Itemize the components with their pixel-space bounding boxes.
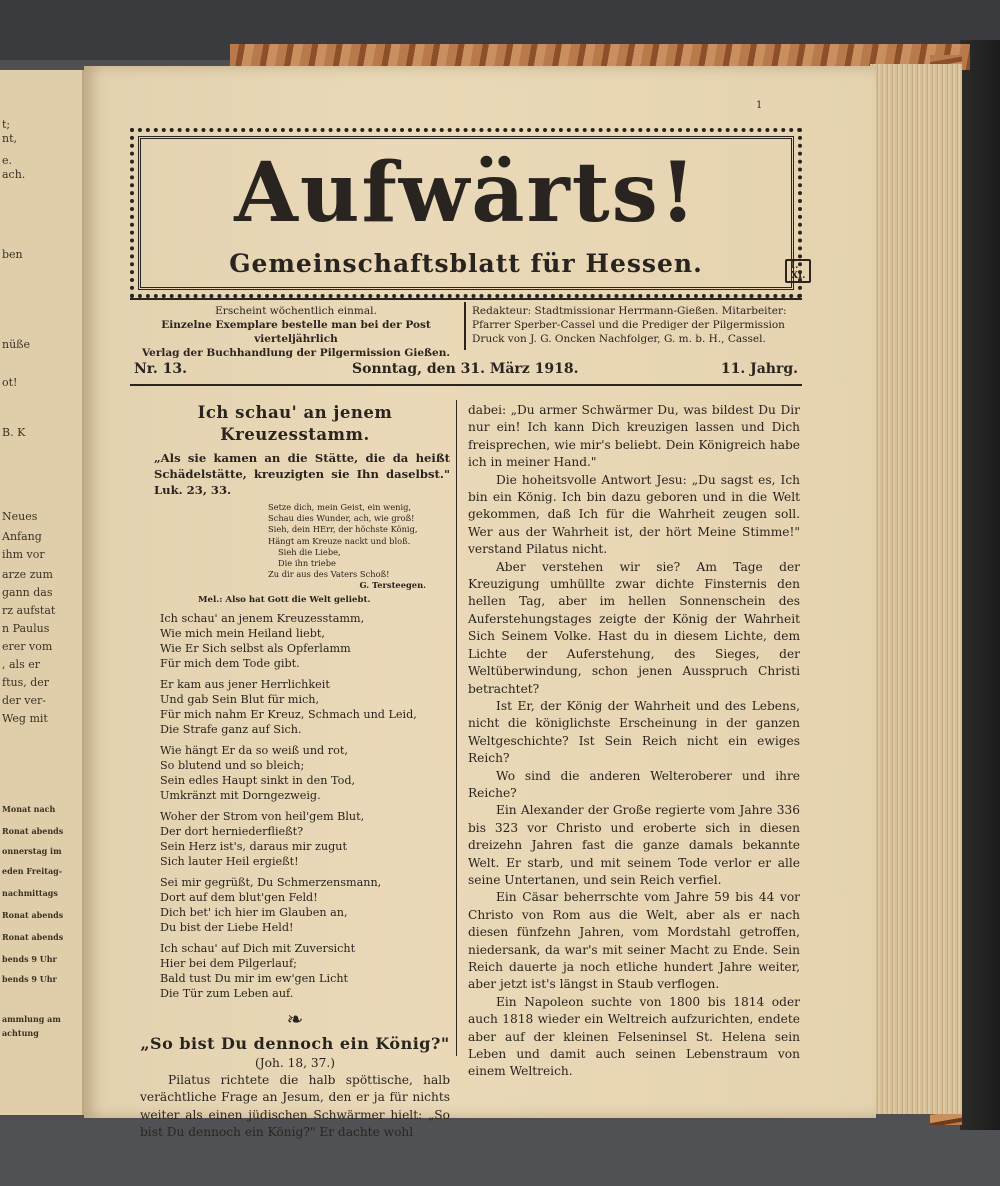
stanza-line: Sein Herz ist's, daraus mir zugut	[160, 839, 347, 853]
left-page-fragment: Ronat abends	[2, 826, 64, 836]
stanza-line: Ich schau' an jenem Kreuzesstamm,	[160, 611, 365, 625]
info-line: Druck von J. G. Oncken Nachfolger, G. m. b. H., Cassel.	[472, 333, 766, 345]
stanza-line: Er kam aus jener Herrlichkeit	[160, 677, 330, 691]
left-page-fragment: Weg mit	[2, 712, 48, 725]
motto-line: Zu dir aus des Vaters Schoß!	[268, 569, 390, 580]
article2-paragraph: Pilatus richtete die halb spöttische, halb verächtliche Frage an Jesum, den er ja für nichts weiter als einen jüdischen Schwärmer hielt: „So bist Du dennoch ein König?" Er dachte wohl	[140, 1073, 450, 1140]
stanza-line: Umkränzt mit Dorngezweig.	[160, 788, 321, 802]
motto-line: Hängt am Kreuze nackt und bloß.	[268, 535, 411, 546]
stanza-line: Die Tür zum Leben auf.	[160, 986, 294, 1000]
left-page-fragment: bends 9 Uhr	[2, 974, 57, 984]
motto-line: Schau dies Wunder, ach, wie groß!	[268, 513, 415, 524]
stanza-line: Der dort herniederfließt?	[160, 824, 304, 838]
stanza-line: So blutend und so bleich;	[160, 758, 305, 772]
right-column	[468, 402, 800, 1081]
newspaper-title: Aufwärts!	[234, 145, 698, 241]
article2-paragraph: Aber verstehen wir sie? Am Tage der Kreuzigung umhüllte zwar dichte Finsternis den hellen Tag, aber im hellen Sonnenschein des Auferstehungstages zeigte der König der Wahrheit Sich Seinem Volke. Hast du in diesem Lichte, dem Lichte der Auferstehung, des Sieges, der Weltüberwindung, schon jenen Ausspruch Christi betrachtet?	[468, 559, 800, 696]
info-line: Einzelne Exemplare bestelle man bei der Post vierteljährlich	[161, 319, 431, 345]
info-divider	[464, 302, 466, 350]
stanza-line: Sein edles Haupt sinkt in den Tod,	[160, 773, 356, 787]
left-page-fragment: Ronat abends	[2, 932, 64, 942]
article2-paragraph: Ist Er, der König der Wahrheit und des Lebens, nicht die königlichste Erscheinung in der ganzen Weltgeschichte? Ist Sein Reich nicht ein ewiges Reich?	[468, 698, 800, 766]
scripture-reference: (Joh. 18, 37.)	[255, 1055, 335, 1070]
hymn-stanza	[160, 941, 450, 1001]
stanza-line: Für mich dem Tode gibt.	[160, 656, 300, 670]
article2-paragraph: Wo sind die anderen Welteroberer und ihre Reiche?	[468, 768, 800, 800]
left-page-fragment: eden Freitag-	[2, 866, 63, 876]
book-spine	[960, 40, 1000, 1130]
left-page-fragment: Anfang	[2, 530, 42, 543]
motto-author: G. Tersteegen.	[359, 580, 426, 591]
ornament-icon: ❧	[286, 1006, 304, 1031]
left-page-fragment: achtung	[2, 1028, 39, 1038]
motto-line: Die ihn triebe	[278, 558, 336, 569]
stanza-line: Und gab Sein Blut für mich,	[160, 692, 320, 706]
left-page-fragment: Ronat abends	[2, 910, 64, 920]
hymn-stanza	[160, 743, 450, 803]
publication-info	[130, 298, 802, 359]
stanza-line: Woher der Strom von heil'gem Blut,	[160, 809, 365, 823]
info-line: Redakteur: Stadtmissionar Herrmann-Gießen. Mitarbeiter:	[472, 305, 787, 317]
page-edges	[870, 64, 962, 1114]
epigraph: „Als sie kamen an die Stätte, die da heißt Schädelstätte, kreuzigten sie Ihn daselbst." Luk. 23, 33.	[154, 451, 450, 497]
article2-paragraph: Ein Cäsar beherrschte vom Jahre 59 bis 44 vor Christo von Rom aus die Welt, aber als er nach diesen fünfzehn Jahren, vom Mordstahl getroffen, niedersank, da war's mit seiner Macht zu Ende. Sein Reich dauerte ja noch etliche hundert Jahre weiter, aber jetzt ist's längst in Staub verflogen.	[468, 890, 800, 992]
left-page-fragment: Monat nach	[2, 804, 56, 814]
left-page-fragment: gann das	[2, 586, 53, 599]
motto	[268, 502, 450, 580]
issue-date: Sonntag, den 31. März 1918.	[352, 361, 579, 377]
masthead	[130, 128, 806, 298]
masthead-frame	[138, 136, 806, 290]
left-page-fragment: e.	[2, 154, 13, 167]
stanza-line: Die Strafe ganz auf Sich.	[160, 722, 302, 736]
hymn-stanza	[160, 611, 450, 671]
left-page-fragment: der ver-	[2, 694, 47, 707]
left-page-fragment: rz aufstat	[2, 604, 56, 617]
page-mark: 1	[756, 100, 763, 111]
stanza-line: Hier bei dem Pilgerlauf;	[160, 956, 297, 970]
left-page-fragment: , als er	[2, 658, 40, 671]
left-page-fragment: t;	[2, 118, 11, 131]
left-page-fragment: bends 9 Uhr	[2, 954, 57, 964]
left-page-fragment: ftus, der	[2, 676, 50, 689]
newspaper-subtitle: Gemeinschaftsblatt für Hessen.	[229, 249, 703, 278]
stanza-line: Wie Er Sich selbst als Opferlamm	[160, 641, 351, 655]
article2-paragraph: Die hoheitsvolle Antwort Jesu: „Du sagst es, Ich bin ein König. Ich bin dazu geboren und in die Welt gekommen, daß Ich für die Wahrheit zeugen soll. Wer aus der Wahrheit ist, der hört Meine Stimme!" verstand Pilatus nicht.	[468, 472, 800, 557]
hymn-stanza	[160, 875, 450, 935]
left-page-fragment: n Paulus	[2, 622, 50, 635]
motto-line: Sieh, dein HErr, der höchste König,	[268, 524, 418, 535]
newspaper-page	[84, 66, 876, 1140]
issue-bar	[130, 356, 802, 386]
stanza-line: Wie hängt Er da so weiß und rot,	[160, 743, 348, 757]
column-divider	[456, 400, 457, 1056]
left-page-fragment: ben	[2, 248, 23, 261]
motto-line: Sieh die Liebe,	[278, 546, 341, 557]
stanza-line: Dort auf dem blut'gen Feld!	[160, 890, 318, 904]
melody-line: Mel.: Also hat Gott die Welt geliebt.	[198, 594, 371, 605]
article2-paragraph: dabei: „Du armer Schwärmer Du, was bildest Du Dir nur ein! Ich kann Dich kreuzigen lassen und Dich freisprechen, wie mir's beliebt. Dein Königreich habe ich in meiner Hand."	[468, 403, 800, 470]
subscription-info	[130, 304, 462, 360]
left-page-fragment: B. K	[2, 426, 26, 439]
stanza-line: Bald tust Du mir im ew'gen Licht	[160, 971, 349, 985]
stanza-line: Dich bet' ich hier im Glauben an,	[160, 905, 348, 919]
left-page-fragment: ammlung am	[2, 1014, 61, 1024]
hymn-stanza	[160, 809, 450, 869]
hymn-stanzas	[140, 611, 450, 1001]
left-page-fragment: arze zum	[2, 568, 53, 581]
stanza-line: Du bist der Liebe Held!	[160, 920, 294, 934]
article-heading: Ich schau' an jenem Kreuzesstamm.	[197, 403, 393, 444]
stanza-line: Für mich nahm Er Kreuz, Schmach und Leid,	[160, 707, 417, 721]
left-page-fragment: ihm vor	[2, 548, 45, 561]
left-page-fragment: ot!	[2, 376, 18, 389]
stanza-line: Wie mich mein Heiland liebt,	[160, 626, 325, 640]
motto-line: Setze dich, mein Geist, ein wenig,	[268, 502, 412, 512]
article2-paragraph: Ein Napoleon suchte von 1800 bis 1814 oder auch 1818 wieder ein Weltreich aufzurichten, endete aber auf der kleinen Felseninsel St. Helena sein Leben und damit auch seinen Lebenstraum von einem Weltreich.	[468, 994, 800, 1079]
left-column	[140, 402, 450, 1142]
info-line: Erscheint wöchentlich einmal.	[215, 305, 377, 317]
editor-info	[472, 304, 802, 346]
left-page-fragment: ach.	[2, 168, 26, 181]
left-page-fragment: erer vom	[2, 640, 53, 653]
info-line: Pfarrer Sperber-Cassel und die Prediger der Pilgermission	[472, 319, 785, 331]
stanza-line: Sei mir gegrüßt, Du Schmerzensmann,	[160, 875, 382, 889]
left-page-fragment: nüße	[2, 338, 31, 351]
left-page-fragment: Neues	[2, 510, 38, 523]
info-line: Verlag der Buchhandlung der Pilgermission Gießen.	[141, 347, 451, 359]
article2-paragraph: Ein Alexander der Große regierte vom Jahre 336 bis 323 vor Christo und eroberte sich in diesen dreizehn Jahren fast die ganze damals bekannte Welt. Er starb, und mit seinem Tode verlor er alle seine Untertanen, und sein Reich verfiel.	[468, 803, 800, 887]
issue-number: Nr. 13.	[134, 361, 187, 377]
hymn-stanza	[160, 677, 450, 737]
left-page-fragment: nachmittags	[2, 888, 58, 898]
volume-badge: I. XI.	[785, 259, 811, 283]
left-page-fragment: nt,	[2, 132, 18, 145]
left-page-fragment: onnerstag im	[2, 846, 62, 856]
stanza-line: Ich schau' auf Dich mit Zuversicht	[160, 941, 356, 955]
article2-heading: „So bist Du dennoch ein König?"	[140, 1033, 450, 1053]
left-page	[0, 70, 84, 1115]
stanza-line: Sich lauter Heil ergießt!	[160, 854, 299, 868]
issue-year: 11. Jahrg.	[720, 361, 798, 377]
